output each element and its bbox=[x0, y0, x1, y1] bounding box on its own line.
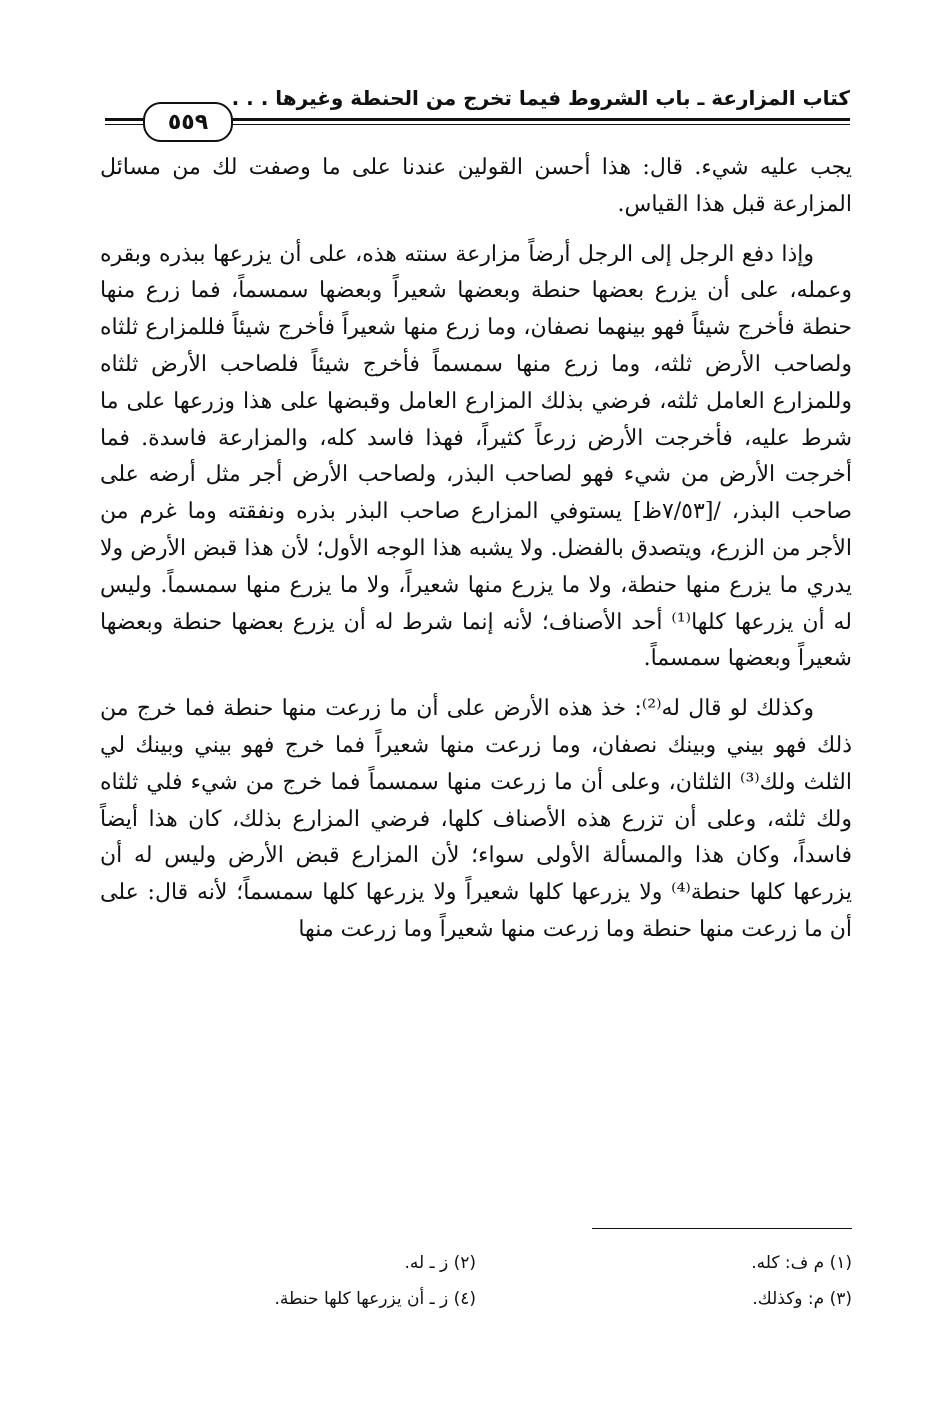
page-number: ٥٥٩ bbox=[167, 109, 209, 135]
footnote-row bbox=[100, 1245, 852, 1281]
paragraph-1: يجب عليه شيء. قال: هذا أحسن القولين عندنا على ما وصفت لك من مسائل المزارعة قبل هذا القياس. bbox=[100, 155, 852, 217]
footnote-4: (٤) ز ـ أن يزرعها كلها حنطة. bbox=[274, 1289, 476, 1309]
footnotes bbox=[100, 1245, 852, 1317]
page-header bbox=[105, 84, 850, 144]
footnote-separator bbox=[592, 1228, 852, 1229]
paragraph-2: وإذا دفع الرجل إلى الرجل أرضاً مزارعة سنته هذه، على أن يزرعها ببذره وبقره وعمله، على أن يزرع بعضها حنطة وبعضها شعيراً وبعضها سمسماً، فما زرع منها حنطة فأخرج شيئاً فهو بينهما نصفان، وما زرع منها شعيراً فأخرج شيئاً فللمزارع ثلثاه ولصاحب الأرض ثلثه، وما زرع منها سمسماً فأخرج شيئاً فلصاحب الأرض ثلثاه وللمزارع العامل ثلثه، فرضي بذلك المزارع العامل وقبضها على هذا وزرعها على ما شرط عليه، فأخرجت الأرض زرعاً كثيراً، فهذا فاسد كله، والمزارعة فاسدة. فما أخرجت الأرض من شيء فهو لصاحب البذر، ولصاحب الأرض أجر مثل أرضه على صاحب البذر، /[٧/٥٣ظ] يستوفي المزارع صاحب البذر بذره ونفقته وما غرم من الأجر من الزرع، ويتصدق بالفضل. ولا يشبه هذا الوجه الأول؛ لأن هذا قبض الأرض ولا يدري ما يزرع منها حنطة، ولا ما يزرع منها شعيراً، ولا ما يزرع منها سمسماً. وليس له أن يزرعها كلها⁽¹⁾ أحد الأصناف؛ لأنه إنما شرط له أن يزرع بعضها حنطة وبعضها شعيراً وبعضها سمسماً. bbox=[100, 241, 853, 672]
paragraph-3: وكذلك لو قال له⁽²⁾: خذ هذه الأرض على أن ما زرعت منها حنطة فما خرج من ذلك فهو بيني وبينك نصفان، وما زرعت منها شعيراً فما خرج فهو بيني وبينك لي الثلث ولك⁽³⁾ الثلثان، وعلى أن ما زرعت منها سمسماً فما خرج من شيء فلي ثلثاه ولك ثلثه، وعلى أن تزرع هذه الأصناف كلها، فرضي المزارع بذلك، كان هذا أيضاً فاسداً، وكان هذا والمسألة الأولى سواء؛ لأن المزارع قبض الأرض وليس له أن يزرعها كلها حنطة⁽⁴⁾ ولا يزرعها كلها شعيراً ولا يزرعها كلها سمسماً؛ لأنه قال: على أن ما زرعت منها حنطة وما زرعت منها شعيراً وما زرعت منها bbox=[100, 696, 852, 942]
footnote-1: (١) م ف: كله. bbox=[751, 1253, 852, 1273]
footnote-2: (٢) ز ـ له. bbox=[404, 1253, 476, 1273]
page-number-badge bbox=[143, 102, 233, 142]
page-body bbox=[100, 150, 852, 949]
footnote-3: (٣) م: وكذلك. bbox=[752, 1289, 852, 1309]
running-title: كتاب المزارعة ـ باب الشروط فيما تخرج من الحنطة وغيرها . . . bbox=[231, 86, 850, 110]
footnote-row bbox=[100, 1281, 852, 1317]
